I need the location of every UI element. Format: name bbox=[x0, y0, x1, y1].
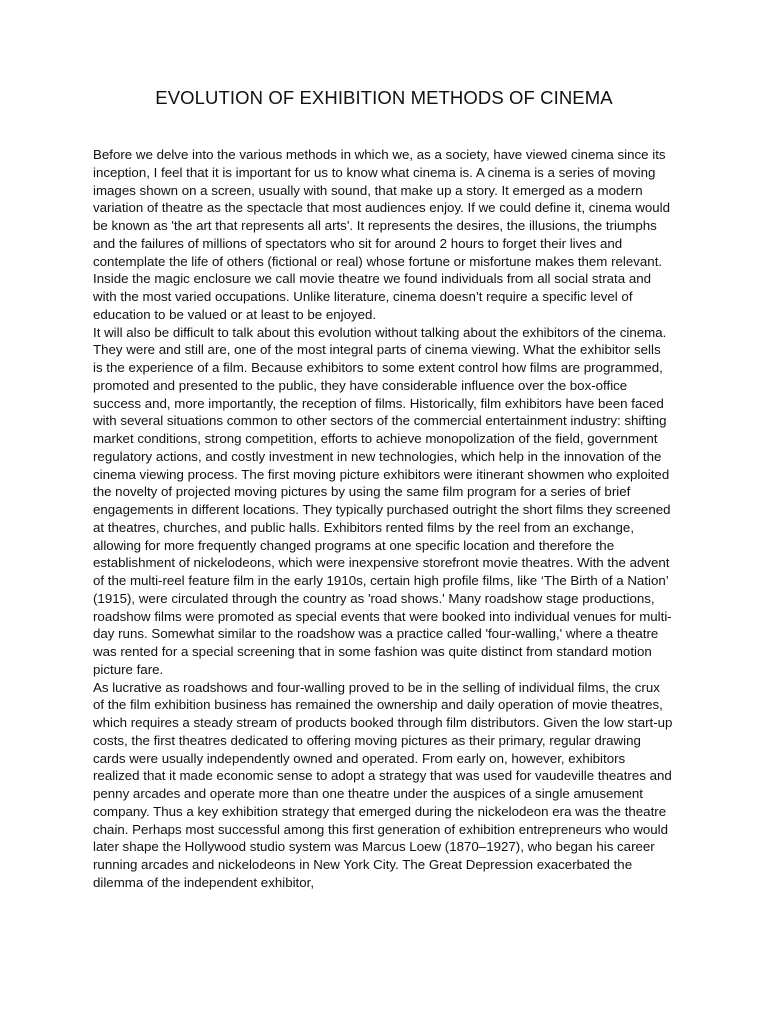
paragraph-intro: Before we delve into the various methods in which we, as a society, have viewed cinema since its inception, I feel that it is important for us to know what cinema is. A cinema is a series of moving images shown on a screen, usually with sound, that make up a story. It emerged as a modern variation of theatre as the spectacle that most audiences enjoy. If we could define it, cinema would be known as 'the art that represents all arts'. It represents the desires, the illusions, the triumphs and the failures of millions of spectators who sit for around 2 hours to forget their lives and contemplate the life of others (fictional or real) whose fortune or misfortune makes them relevant. Inside the magic enclosure we call movie theatre we found individuals from all social strata and with the most varied occupations. Unlike literature, cinema doesn’t require a specific level of education to be valued or at least to be enjoyed. bbox=[93, 147, 671, 322]
document-title: EVOLUTION OF EXHIBITION METHODS OF CINEMA bbox=[155, 87, 613, 108]
document-body bbox=[93, 146, 673, 892]
paragraph-theatre-chains: As lucrative as roadshows and four-walling proved to be in the selling of individual films, the crux of the film exhibition business has remained the ownership and daily operation of movie theatres, which requires a steady stream of products booked through film distributors. Given the low start-up costs, the first theatres dedicated to offering moving pictures as their primary, regular drawing cards were usually independently owned and operated. From early on, however, exhibitors realized that it made economic sense to adopt a strategy that was used for vaudeville theatres and penny arcades and operate more than one theatre under the auspices of a single amusement company. Thus a key exhibition strategy that emerged during the nickelodeon era was the theatre chain. Perhaps most successful among this first generation of exhibition entrepreneurs who would later shape the Hollywood studio system was Marcus Loew (1870–1927), who began his career running arcades and nickelodeons in New York City. The Great Depression exacerbated the dilemma of the independent exhibitor, bbox=[93, 679, 673, 890]
paragraph-exhibitors: It will also be difficult to talk about this evolution without talking about the exhibitors of the cinema. They were and still are, one of the most integral parts of cinema viewing. What the exhibitor sells is the experience of a film. Because exhibitors to some extent control how films are programmed, promoted and presented to the public, they have considerable influence over the box-office success and, more importantly, the reception of films. Historically, film exhibitors have been faced with several situations common to other sectors of the commercial entertainment industry: shifting market conditions, strong competition, efforts to achieve monopolization of the field, government regulatory actions, and costly investment in new technologies, which help in the innovation of the cinema viewing process. The first moving picture exhibitors were itinerant showmen who exploited the novelty of projected moving pictures by using the same film program for a series of brief engagements in different locations. They typically purchased outright the short films they screened at theatres, churches, and public halls. Exhibitors rented films by the reel from an exchange, allowing for more frequently changed programs at one specific location and therefore the establishment of nickelodeons, which were inexpensive storefront movie theatres. With the advent of the multi-reel feature film in the early 1910s, certain high profile films, like ‘The Birth of a Nation’ (1915), were circulated through the country as 'road shows.' Many roadshow stage productions, roadshow films were promoted as special events that were booked into individual venues for multi-day runs. Somewhat similar to the roadshow was a practice called 'four-walling,' where a theatre was rented for a special screening that in some fashion was quite distinct from standard motion picture fare. bbox=[93, 324, 672, 677]
